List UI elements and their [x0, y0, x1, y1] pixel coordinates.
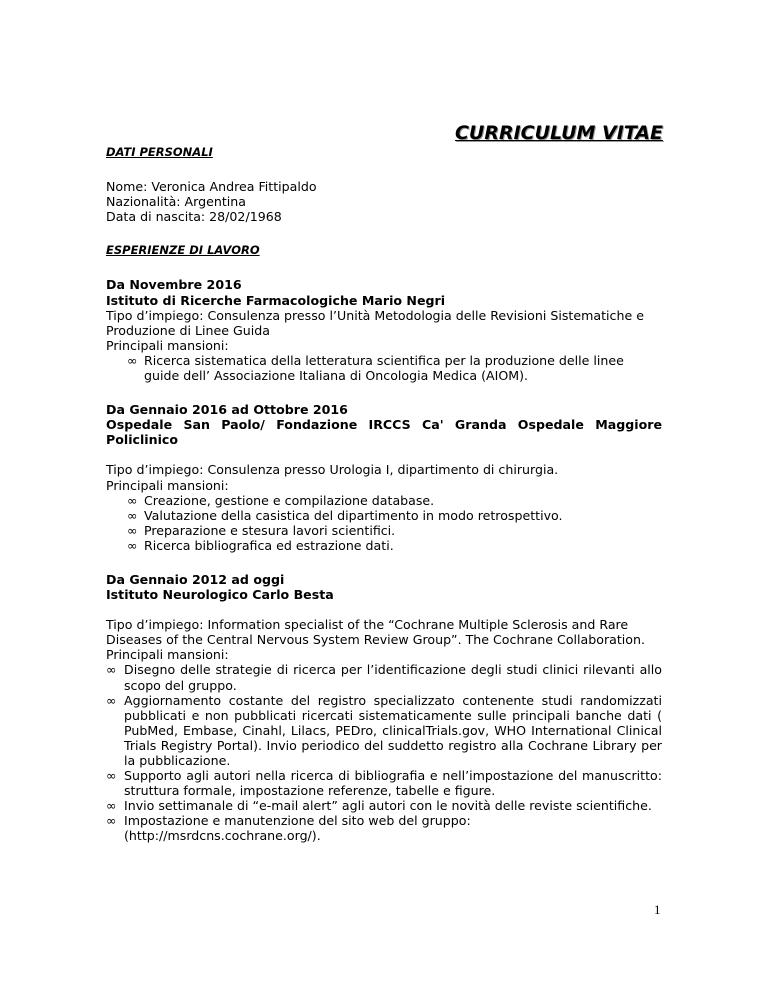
infinity-bullet-icon: ∞: [127, 507, 138, 523]
job-duty: ∞ Impostazione e manutenzione del sito web del gruppo: (http://msrdcns.cochrane.org/).: [106, 813, 471, 844]
job-duty: ∞ Ricerca sistematica della letteratura scientifica per la produzione delle linee guide dell’ Associazione Italiana di Oncologia Medica (AIOM).: [127, 352, 624, 384]
infinity-bullet-icon: ∞: [127, 352, 138, 368]
infinity-bullet-icon: ∞: [106, 692, 117, 708]
infinity-bullet-icon: ∞: [106, 662, 117, 678]
job-entry: [106, 572, 662, 844]
infinity-bullet-icon: ∞: [106, 768, 117, 784]
job-entry: [106, 402, 662, 553]
job-duties-list: [106, 353, 662, 383]
job-employer: Istituto di Ricerche Farmacologiche Mario Negri: [106, 292, 446, 308]
personal-name: Nome: Veronica Andrea Fittipaldo: [106, 179, 317, 195]
personal-birthdate: Data di nascita: 28/02/1968: [106, 209, 282, 225]
infinity-bullet-icon: ∞: [106, 813, 117, 829]
job-duty: ∞ Invio settimanale di “e-mail alert” agli autori con le novità delle reviste scientifiche.: [106, 798, 652, 814]
job-period: Da Novembre 2016: [106, 277, 242, 293]
personal-data: [106, 179, 662, 224]
page-number: 1: [654, 902, 661, 917]
job-duties-label: Principali mansioni:: [106, 337, 229, 353]
document-title: CURRICULUM VITAE: [454, 122, 663, 144]
job-duties-label: Principali mansioni:: [106, 647, 229, 663]
job-duties-list: [106, 662, 662, 843]
job-period: Da Gennaio 2012 ad oggi: [106, 571, 285, 587]
infinity-bullet-icon: ∞: [127, 537, 138, 553]
job-duty: ∞ Valutazione della casistica del dipartimento in modo retrospettivo.: [127, 507, 563, 523]
infinity-bullet-icon: ∞: [127, 492, 138, 508]
job-employer: Istituto Neurologico Carlo Besta: [106, 587, 334, 603]
personal-nationality: Nazionalità: Argentina: [106, 194, 246, 210]
document-body: [106, 145, 662, 863]
job-duties-list: [106, 493, 662, 553]
infinity-bullet-icon: ∞: [106, 798, 117, 814]
job-duty: ∞ Aggiornamento costante del registro specializzato contenente studi randomizzati pubblicati e non pubblicati ricercati sistematicamente sulle principali banche dati ( PubMed, Embase, Cinahl, Lilacs, PEDro, clinicalTrials.gov, WHO International Clinical Trials Registry Portal). Invio periodico del suddetto registro alla Cochrane Library per la pubblicazione.: [106, 692, 662, 768]
job-duties-label: Principali mansioni:: [106, 477, 229, 493]
job-employer: Ospedale San Paolo/ Fondazione IRCCS Ca' Granda Ospedale Maggiore Policlinico: [106, 417, 662, 448]
job-duty: ∞ Ricerca bibliografica ed estrazione dati.: [127, 537, 394, 553]
job-role: Tipo d’impiego: Consulenza presso Urologia I, dipartimento di chirurgia.: [106, 462, 559, 478]
job-role: Tipo d’impiego: Information specialist of the “Cochrane Multiple Sclerosis and Rare Diseases of the Central Nervous System Review Group”. The Cochrane Collaboration.: [106, 617, 645, 648]
job-duty: ∞ Creazione, gestione e compilazione database.: [127, 492, 435, 508]
infinity-bullet-icon: ∞: [127, 522, 138, 538]
job-entry: [106, 277, 662, 383]
job-period: Da Gennaio 2016 ad Ottobre 2016: [106, 402, 348, 418]
job-duty: ∞ Supporto agli autori nella ricerca di bibliografia e nell’impostazione del manuscritto: struttura formale, impostazione referenze, tabelle e figure.: [106, 768, 662, 799]
section-heading-personal-data: DATI PERSONALI: [106, 145, 213, 159]
job-duty: ∞ Disegno delle strategie di ricerca per l’identificazione degli studi clinici rilevanti allo scopo del gruppo.: [106, 662, 662, 693]
job-role: Tipo d’impiego: Consulenza presso l’Unità Metodologia delle Revisioni Sistematiche e Produzione di Linee Guida: [106, 307, 644, 338]
job-duty: ∞ Preparazione e stesura lavori scientifici.: [127, 522, 396, 538]
section-heading-work-experience: ESPERIENZE DI LAVORO: [106, 243, 260, 258]
